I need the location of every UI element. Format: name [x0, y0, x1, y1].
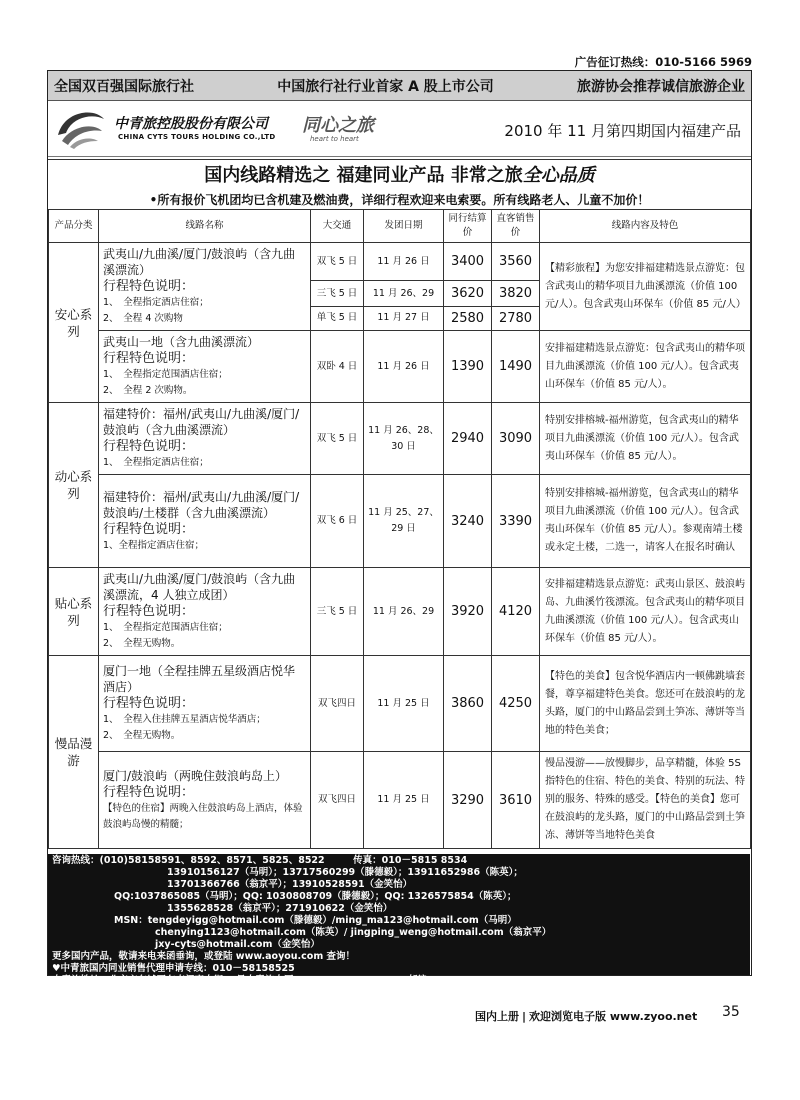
- page-number: 35: [722, 1004, 740, 1020]
- date-cell: 11 月 26 日: [364, 243, 444, 281]
- brand-slogan-cn: 同心之旅: [302, 115, 374, 136]
- date-cell: 11 月 26 日: [364, 331, 444, 403]
- contact-footer: [48, 854, 750, 986]
- retail-price-cell: 3390: [492, 475, 540, 568]
- contact-hotline: 咨询热线：(010)58158591、8592、8571、5825、8522 传真：010－5815 8534: [52, 855, 468, 866]
- price-notice: •所有报价飞机团均已含机建及燃油费，详细行程欢迎来电索要。所有线路老人、儿童不加价！: [149, 193, 650, 207]
- peer-price-cell: 3400: [444, 243, 492, 281]
- route-feature-title: 行程特色说明：: [103, 604, 195, 619]
- header-transport: 大交通: [311, 210, 364, 243]
- date-cell: 11 月 26、29: [364, 568, 444, 656]
- date-line: 29 日: [391, 523, 416, 534]
- date-line: 30 日: [391, 440, 416, 452]
- header-date: 发团日期: [364, 210, 444, 243]
- address-line: [52, 975, 746, 987]
- content-frame: [47, 70, 752, 986]
- contact-phones: 13910156127（马明）；13717560299（滕德毅）；13911652986（陈英）；: [167, 867, 523, 878]
- transport-cell: 双卧 4 日: [311, 331, 364, 403]
- agent-hotline: ♥中青旅国内同业销售代理申请专线：010－58158525: [52, 963, 295, 974]
- peer-price-cell: 3240: [444, 475, 492, 568]
- contact-msn: MSN：tengdeyigg@hotmail.com（滕德毅）/ming_ma123@hotmail.com（马明）: [114, 915, 517, 926]
- route-name: 厦门/鼓浪屿（两晚住鼓浪屿岛上）: [103, 768, 288, 783]
- route-feature-title: 行程特色说明：: [103, 784, 195, 800]
- separator: |: [522, 1010, 527, 1023]
- retail-price-cell: 4120: [492, 568, 540, 656]
- retail-price-cell: 3090: [492, 403, 540, 475]
- features-cell: 慢品漫游——放慢脚步，品享精髓，体验 5S 指特色的住宿、特色的美食、特别的玩法、特别的服务、特殊的感受。【特色的美食】您可在鼓浪屿的龙头路，厦门的中山路品尝到土笋冻、薄饼等当地特色美食: [540, 752, 751, 849]
- route-feature-title: 行程特色说明：: [103, 521, 195, 537]
- more-info-link[interactable]: 更多国内产品，敬请来电来函垂询，或登陆 www.aoyou.com 查询！: [52, 951, 356, 962]
- route-cell: [99, 568, 311, 656]
- slogan-3: 旅游协会推荐诚信旅游企业: [577, 78, 745, 95]
- table-row: [49, 331, 751, 403]
- volume-label: 国内上册: [475, 1010, 519, 1023]
- page-headline: [48, 159, 751, 191]
- transport-cell: 双飞四日: [311, 656, 364, 752]
- bottom-bar: [475, 1008, 697, 1024]
- contact-qq: QQ:1037865085（马明）；QQ: 1030808709（滕德毅）；QQ: 1326575854（陈英）；: [114, 891, 517, 902]
- route-name: 福建特价：福州/武夷山/九曲溪/厦门/鼓浪屿/土楼群（含九曲溪漂流）: [103, 489, 300, 520]
- route-feature-title: 行程特色说明：: [103, 696, 195, 711]
- route-feature-title: 行程特色说明：: [103, 351, 195, 366]
- contact-phones: 13701366766（翁京平）；13910528591（金笑怡）: [167, 879, 413, 890]
- website-link[interactable]: 欢迎浏览电子版 www.zyoo.net: [529, 1010, 698, 1023]
- features-cell: 【精彩旅程】为您安排福建精选景点游览：包含武夷山的精华项目九曲溪漂流（价值 100 元/人）。包含武夷山环保车（价值 85 元/人）: [540, 243, 751, 331]
- route-name: 武夷山一地（含九曲溪漂流）: [103, 335, 260, 349]
- retail-price-cell: 3610: [492, 752, 540, 849]
- header-route: 线路名称: [99, 210, 311, 243]
- retail-price-cell: 3560: [492, 243, 540, 281]
- peer-price-cell: 3290: [444, 752, 492, 849]
- route-detail: 1、 全程指定酒店住宿；: [103, 297, 209, 308]
- table-row: [49, 568, 751, 656]
- table-row: [49, 243, 751, 281]
- route-cell: [99, 475, 311, 568]
- date-line: 11 月 26、28、: [368, 424, 439, 436]
- route-cell: [99, 331, 311, 403]
- retail-price-cell: 2780: [492, 306, 540, 330]
- table-row: [49, 752, 751, 849]
- route-detail: 2、 全程 4 次购物: [103, 313, 183, 324]
- peer-price-cell: 3920: [444, 568, 492, 656]
- route-detail: 1、 全程指定酒店住宿；: [103, 457, 209, 468]
- header-peer-price: 同行结算价: [444, 210, 492, 243]
- retail-price-cell: 3820: [492, 281, 540, 306]
- contact-msn: jxy-cyts@hotmail.com（金笑怡）: [155, 939, 320, 950]
- contact-msn: chenying1123@hotmail.com（陈英）/ jingping_weng@hotmail.com（翁京平）: [155, 927, 552, 938]
- brand-header: [48, 101, 751, 157]
- company-name-cn: 中青旅控股股份有限公司: [114, 116, 268, 132]
- route-cell: [99, 403, 311, 475]
- route-name: 厦门一地（全程挂牌五星级酒店悦华酒店）: [103, 664, 296, 694]
- route-feature-title: 行程特色说明：: [103, 439, 195, 454]
- route-detail: 1、 全程指定范围酒店住宿；: [103, 369, 228, 380]
- table-header-row: [49, 210, 751, 243]
- route-detail: 1、 全程入住挂牌五星酒店悦华酒店；: [103, 714, 266, 725]
- transport-cell: 双飞 6 日: [311, 475, 364, 568]
- contact-qq: 1355628528（翁京平）；271910622（金笑怡）: [167, 903, 393, 914]
- peer-price-cell: 2940: [444, 403, 492, 475]
- route-cell: [99, 656, 311, 752]
- route-detail: 1、全程指定酒店住宿；: [103, 539, 205, 551]
- header-retail-price: 直客销售价: [492, 210, 540, 243]
- route-name: 武夷山/九曲溪/厦门/鼓浪屿（含九曲溪漂流）: [103, 247, 296, 277]
- cyts-swirl-logo-icon: [54, 105, 108, 151]
- date-line: 11 月 25、27、: [368, 507, 439, 518]
- transport-cell: 三飞 5 日: [311, 281, 364, 306]
- route-detail: 2、 全程 2 次购物。: [103, 385, 193, 396]
- header-features: 线路内容及特色: [540, 210, 751, 243]
- header-category: 产品分类: [49, 210, 99, 243]
- category-dongxin: 动心系列: [49, 403, 99, 568]
- slogan-1: 全国双百强国际旅行社: [54, 78, 194, 95]
- features-cell: 安排福建精选景点游览：武夷山景区、鼓浪屿岛、九曲溪竹筏漂流。包含武夷山的精华项目九曲溪漂流（价值 100 元/人）。包含武夷山环保车（价值 85 元/人）。: [540, 568, 751, 656]
- category-tiexin: 贴心系列: [49, 568, 99, 656]
- route-feature-title: 行程特色说明：: [103, 279, 195, 294]
- headline-emphasis: 全心品质: [522, 165, 595, 186]
- postcode: 邮编：100007: [407, 975, 476, 986]
- route-name: 福建特价：福州/武夷山/九曲溪/厦门/鼓浪屿（含九曲溪漂流）: [103, 407, 300, 437]
- peer-price-cell: 3860: [444, 656, 492, 752]
- category-anxin: 安心系列: [49, 243, 99, 403]
- route-detail: 1、 全程指定范围酒店住宿；: [103, 622, 228, 633]
- date-cell: [364, 403, 444, 475]
- features-cell: 特别安排榕城-福州游览，包含武夷山的精华项目九曲溪漂流（价值 100 元/人）。包含武夷山环保车（价值 85 元/人）。: [540, 403, 751, 475]
- features-cell: 【特色的美食】包含悦华酒店内一顿佛跳墙套餐，尊享福建特色美食。您还可在鼓浪屿的龙头路，厦门的中山路品尝到土笋冻、薄饼等当地的特色美食；: [540, 656, 751, 752]
- ad-hotline: 广告征订热线：010-5166 5969: [574, 55, 752, 69]
- slogan-bar: [48, 71, 751, 101]
- retail-price-cell: 4250: [492, 656, 540, 752]
- issue-title: 2010 年 11 月第四期国内福建产品: [504, 122, 741, 140]
- transport-cell: 单飞 5 日: [311, 306, 364, 330]
- route-detail: 2、 全程无购物。: [103, 638, 181, 649]
- retail-price-cell: 1490: [492, 331, 540, 403]
- company-name-en: CHINA CYTS TOURS HOLDING CO.,LTD: [118, 133, 276, 141]
- transport-cell: 双飞 5 日: [311, 243, 364, 281]
- product-table: [48, 209, 751, 849]
- transport-cell: 双飞四日: [311, 752, 364, 849]
- date-cell: [364, 475, 444, 568]
- brand-slogan-en: heart to heart: [310, 135, 359, 143]
- route-detail: 【特色的住宿】两晚入住鼓浪屿岛上酒店，体验鼓浪屿岛慢的精髓；: [103, 802, 303, 830]
- peer-price-cell: 1390: [444, 331, 492, 403]
- headline-main: 国内线路精选之 福建同业产品 非常之旅: [204, 165, 523, 186]
- table-row: [49, 403, 751, 475]
- route-cell: [99, 243, 311, 331]
- route-name: 武夷山/九曲溪/厦门/鼓浪屿（含九曲溪漂流，4 人独立成团）: [103, 572, 296, 602]
- transport-cell: 三飞 5 日: [311, 568, 364, 656]
- address: 中青旅地址：北京市东城区东直门南大街 5 号中青旅大厦: [52, 975, 294, 986]
- category-manpin: 慢品漫游: [49, 656, 99, 849]
- transport-cell: 双飞 5 日: [311, 403, 364, 475]
- peer-price-cell: 3620: [444, 281, 492, 306]
- table-row: [49, 656, 751, 752]
- slogan-2: 中国旅行社行业首家 A 股上市公司: [277, 78, 494, 95]
- date-cell: 11 月 26、29: [364, 281, 444, 306]
- date-cell: 11 月 27 日: [364, 306, 444, 330]
- peer-price-cell: 2580: [444, 306, 492, 330]
- features-cell: 安排福建精选景点游览：包含武夷山的精华项目九曲溪漂流（价值 100 元/人）。包含武夷山环保车（价值 85 元/人）。: [540, 331, 751, 403]
- route-detail: 2、 全程无购物。: [103, 730, 181, 741]
- date-cell: 11 月 25 日: [364, 656, 444, 752]
- features-cell: 特别安排榕城-福州游览，包含武夷山的精华项目九曲溪漂流（价值 100 元/人）。包含武夷山环保车（价值 85 元/人）。参观南靖土楼或永定土楼，二选一，请客人在报名时确认: [540, 475, 751, 568]
- date-cell: 11 月 25 日: [364, 752, 444, 849]
- route-cell: [99, 752, 311, 849]
- table-row: [49, 475, 751, 568]
